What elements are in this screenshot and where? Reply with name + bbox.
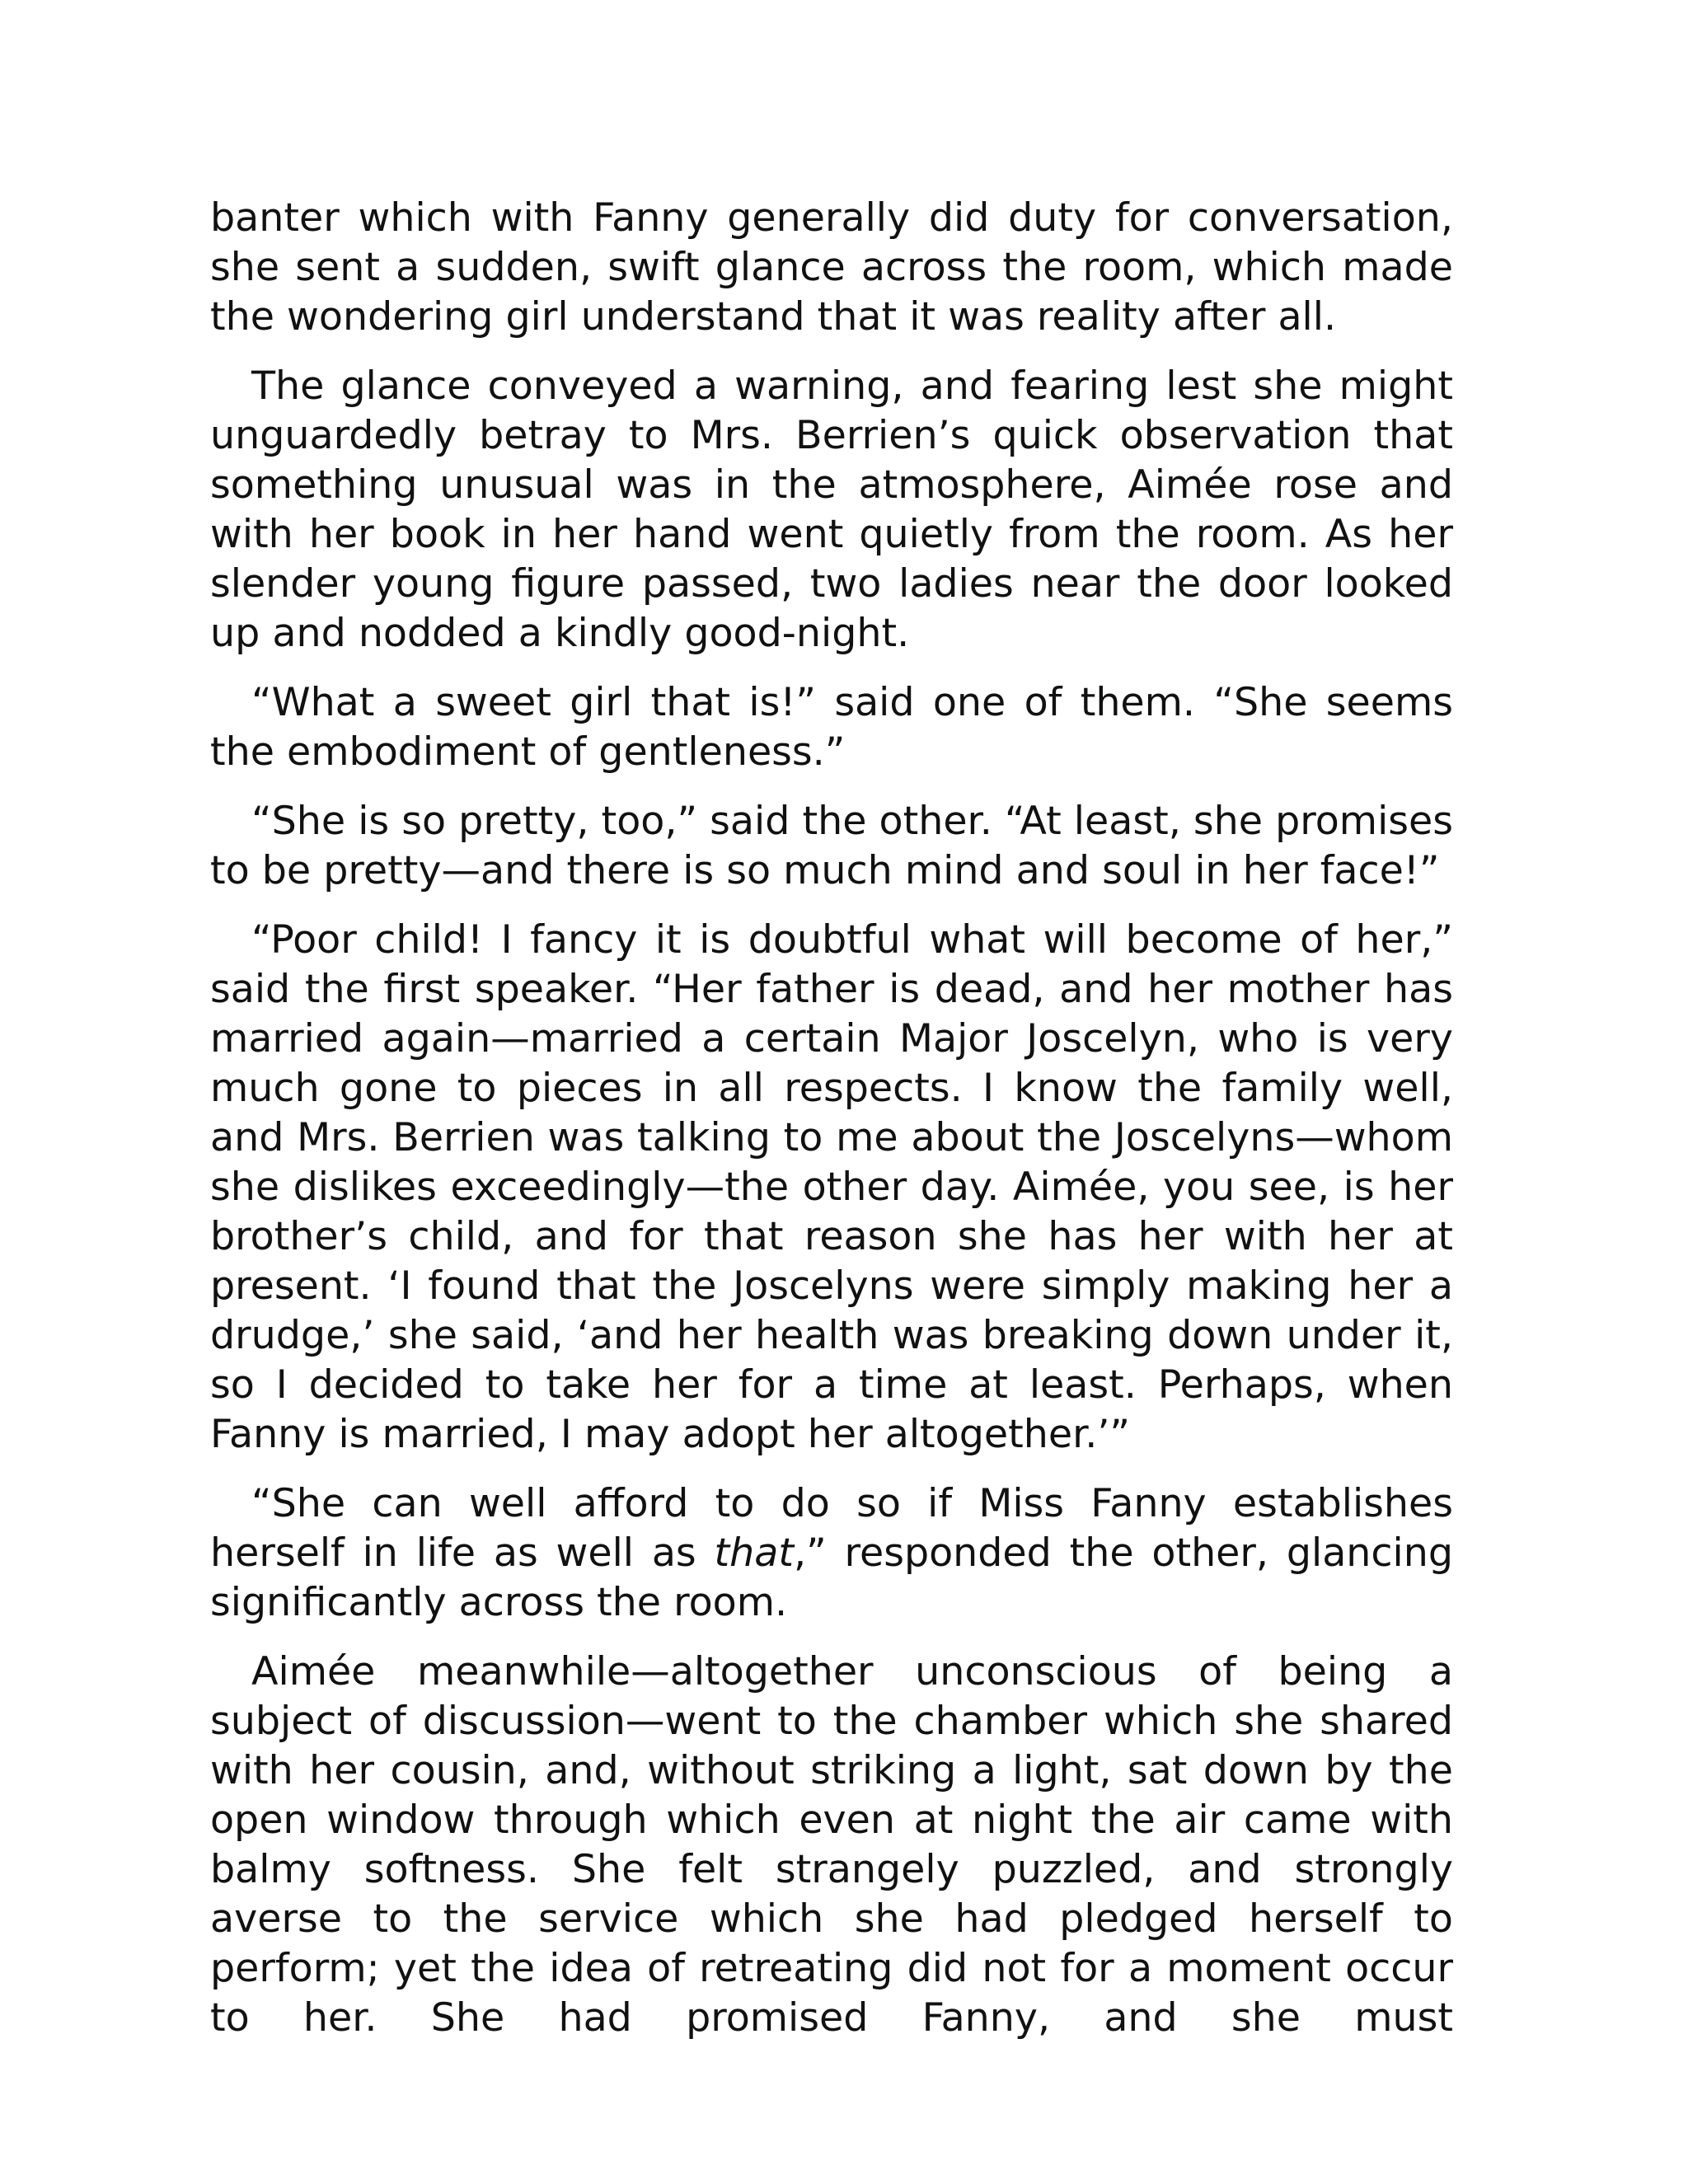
paragraph-2: The glance conveyed a warning, and fearing lest she might unguardedly betray to Mrs. Berrien’s quick observation that something unusual was in the atmosphere, Aimée rose and with her book in her hand went quietly from the room. As her slender young figure passed, two ladies near the door looked up and nodded a kindly good-night. bbox=[210, 363, 1453, 656]
paragraph-6-emphasis: that bbox=[714, 1530, 794, 1576]
paragraph-1: banter which with Fanny generally did duty for conversation, she sent a sudden, swift glance across the room, which made the wondering girl understand that it was reality after all. bbox=[210, 195, 1453, 340]
paragraph-7: Aimée meanwhile—altogether unconscious of being a subject of discussion—went to the chamber which she shared with her cousin, and, without striking a light, sat down by the open window through which even at night the air came with balmy softness. She felt strangely puzzled, and strongly averse to the service which she had pledged herself to perform; yet the idea of retreating did not for a moment occur to her. She had promised Fanny, and she must bbox=[210, 1649, 1453, 2041]
paragraph-5: “Poor child! I fancy it is doubtful what will become of her,” said the first speaker. “Her father is dead, and her mother has married again—married a certain Major Joscelyn, who is very much gone to pieces in all respects. I know the family well, and Mrs. Berrien was talking to me about the Joscelyns—whom she dislikes exceedingly—the other day. Aimée, you see, is her brother’s child, and for that reason she has her with her at present. ‘I found that the Joscelyns were simply making her a drudge,’ she said, ‘and her health was breaking down under it, so I decided to take her for a time at least. Perhaps, when Fanny is married, I may adopt her altogether.’” bbox=[210, 917, 1453, 1457]
paragraph-3: “What a sweet girl that is!” said one of them. “She seems the embodiment of gentleness.” bbox=[210, 680, 1453, 775]
paragraph-6 bbox=[210, 1479, 1453, 1628]
paragraph-4: “She is so pretty, too,” said the other. “At least, she promises to be pretty—and there is so much mind and soul in her face!” bbox=[210, 799, 1453, 893]
paragraph-6-after: ,” responded the other, glancing significantly across the room. bbox=[210, 1530, 1453, 1625]
page-body bbox=[210, 194, 1453, 2043]
paragraph-6-before: “She can well afford to do so if Miss Fanny establishes herself in life as well as bbox=[210, 1481, 1453, 1576]
